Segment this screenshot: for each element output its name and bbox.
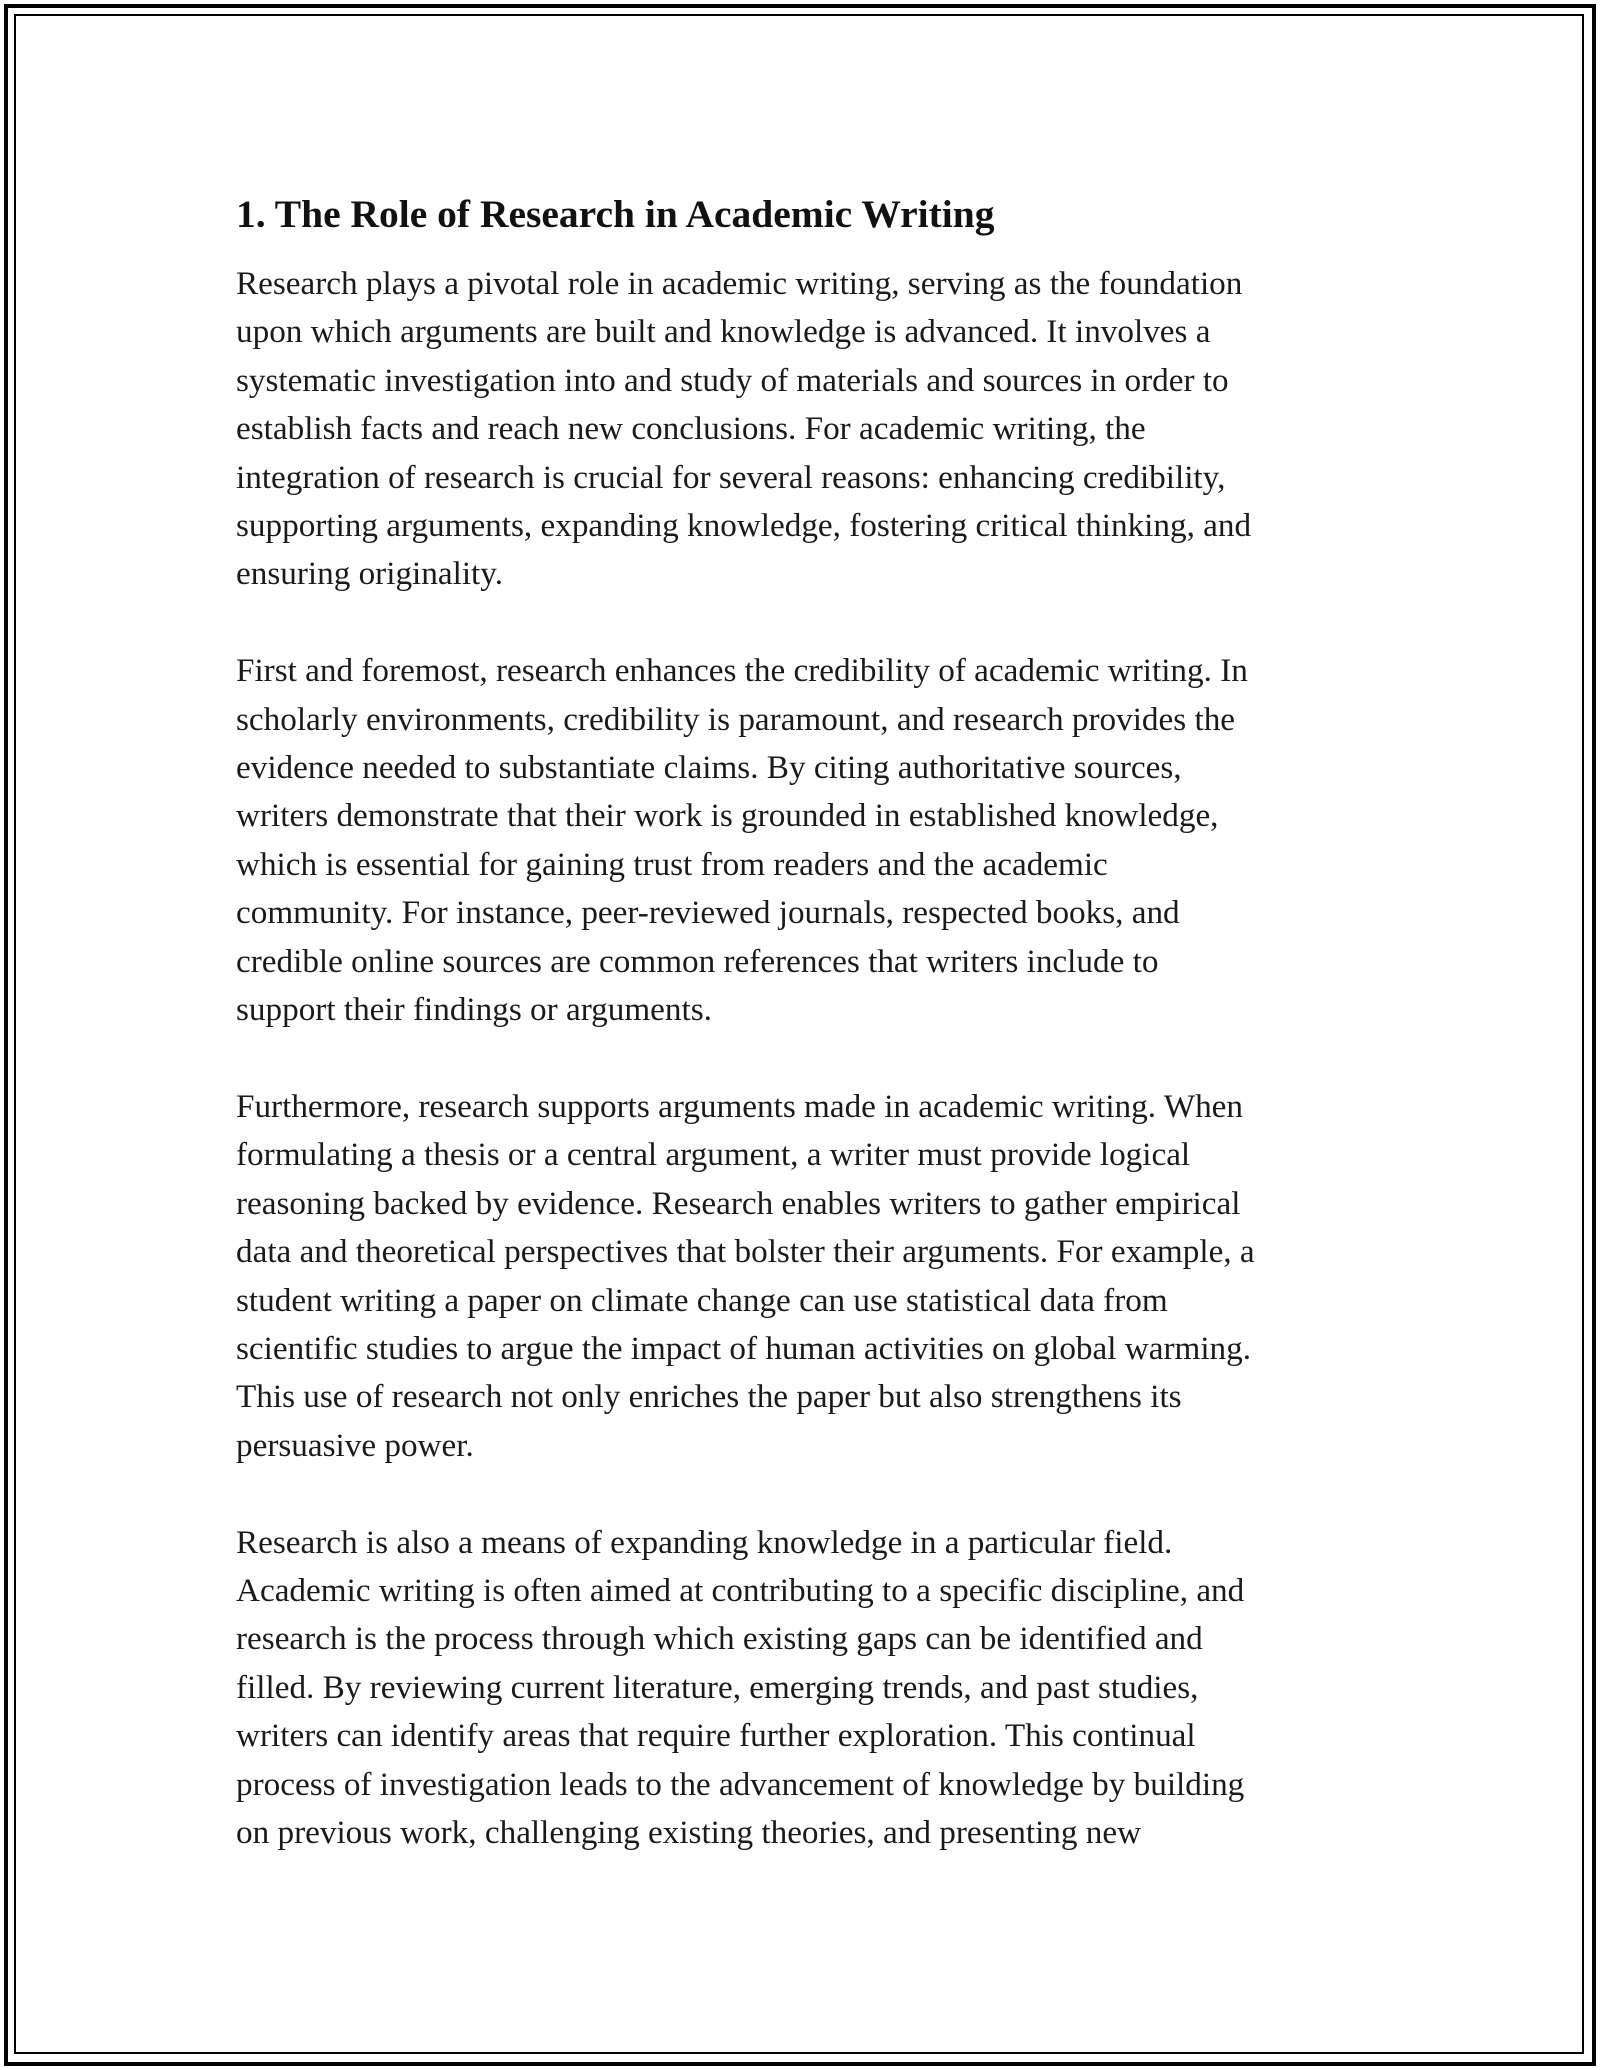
paragraph-credibility: First and foremost, research enhances the credibility of academic writing. In scholarly environments, credibility is paramount, and research provides the evidence needed to substantiate claims. By citing authoritative sources, writers demonstrate that their work is grounded in established knowledge, which is essential for gaining trust from readers and the academic community. For instance, peer-reviewed journals, respected books, and credible online sources are common references that writers include to support their findings or arguments. [236, 652, 1248, 1029]
section-heading: 1. The Role of Research in Academic Writing [236, 192, 995, 236]
paragraph-intro: Research plays a pivotal role in academic writing, serving as the foundation upon which arguments are built and knowledge is advanced. It involves a systematic investigation into and study of materials and sources in order to establish facts and reach new conclusions. For academic writing, the integration of research is crucial for several reasons: enhancing credibility, supporting arguments, expanding knowledge, fostering critical thinking, and ensuring originality. [236, 265, 1252, 593]
paragraph-knowledge: Research is also a means of expanding knowledge in a particular field. Academic writing is often aimed at contributing to a specific discipline, and research is the process through which existing gaps can be identified and filled. By reviewing current literature, emerging trends, and past studies, writers can identify areas that require further exploration. This continual process of investigation leads to the advancement of knowledge by building on previous work, challenging existing theories, and presenting new [236, 1523, 1245, 1851]
document-body [236, 186, 1376, 1857]
paragraph-arguments: Furthermore, research supports arguments made in academic writing. When formulating a thesis or a central argument, a writer must provide logical reasoning backed by evidence. Research enables writers to gather empirical data and theoretical perspectives that bolster their arguments. For example, a student writing a paper on climate change can use statistical data from scientific studies to argue the impact of human activities on global warming. This use of research not only enriches the paper but also strengthens its persuasive power. [236, 1087, 1255, 1464]
